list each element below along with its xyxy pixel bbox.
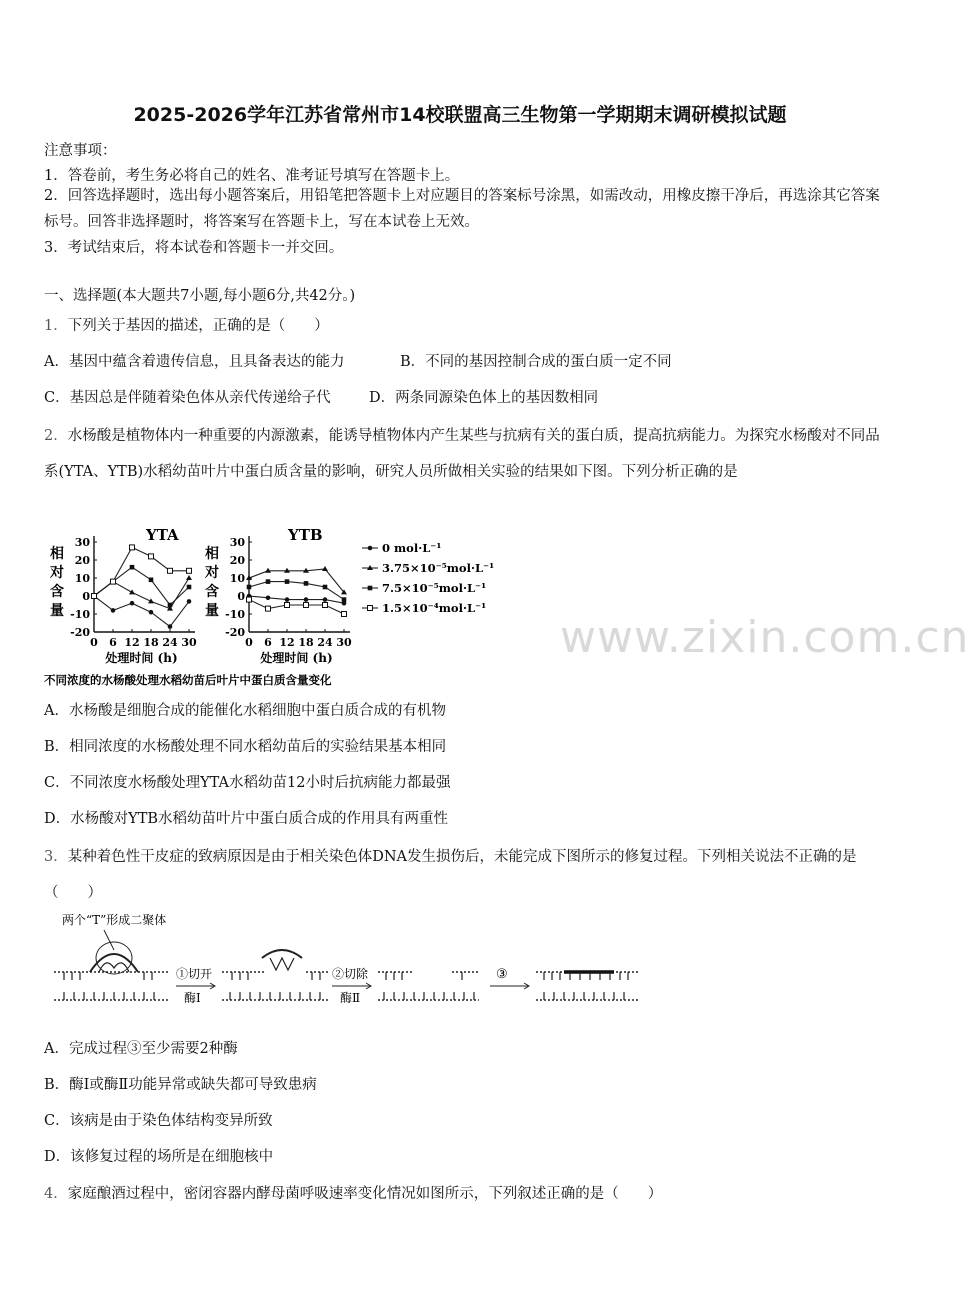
data-point (285, 597, 290, 602)
question-1 (44, 314, 329, 335)
data-point (304, 597, 309, 602)
x-tick-label: 6 (109, 636, 117, 649)
data-point (285, 603, 290, 608)
data-point (168, 624, 173, 629)
x-tick-label: 30 (181, 636, 197, 649)
data-point (247, 597, 252, 602)
question-stem: 下列关于基因的描述，正确的是（ ） (67, 318, 329, 334)
question-number: 4． (44, 1186, 68, 1202)
dimer-label: 两个“T”形成二聚体 (62, 913, 167, 927)
legend-label: 0 mol·L⁻¹ (382, 541, 442, 555)
arrow-step-2 (332, 966, 371, 1005)
data-point (149, 554, 154, 559)
q2-option-c: C．不同浓度水杨酸处理YTA水稻幼苗12小时后抗病能力都最强 (44, 775, 451, 791)
legend-marker (368, 546, 373, 551)
data-point (342, 612, 347, 617)
y-tick-label: -10 (70, 608, 90, 621)
data-point (323, 585, 328, 590)
dna-repair-diagram (44, 906, 644, 1014)
q3-option-a: A．完成过程③至少需要2种酶 (44, 1041, 238, 1057)
data-point (168, 568, 173, 573)
series-line (94, 578, 189, 609)
q1-option-d: D．两条同源染色体上的基因数相同 (369, 390, 599, 406)
series-line (249, 596, 344, 603)
q2-option-a: A．水杨酸是细胞合成的能催化水稻细胞中蛋白质合成的有机物 (44, 703, 446, 719)
enzyme-1-label: 酶Ⅰ (184, 991, 201, 1005)
chart-title: YTB (288, 526, 323, 544)
x-tick-label: 12 (124, 636, 140, 649)
arrow-step-3 (490, 967, 529, 989)
step-3-label: ③ (496, 967, 508, 982)
data-point (266, 596, 271, 601)
question-number: 3． (44, 849, 68, 865)
y-tick-label: 0 (237, 590, 245, 603)
x-tick-label: 0 (90, 636, 98, 649)
data-point (129, 589, 135, 594)
question-4 (44, 1182, 662, 1203)
data-point (304, 603, 309, 608)
series-line (249, 600, 344, 614)
y-tick-label: 0 (82, 590, 90, 603)
question-stem: 家庭酿酒过程中，密闭容器内酵母菌呼吸速率变化情况如图所示，下列叙述正确的是（ ） (67, 1186, 663, 1202)
y-axis-label: 含 (50, 584, 64, 600)
x-tick-label: 6 (264, 636, 272, 649)
y-axis-label: 量 (205, 603, 219, 619)
data-point (266, 606, 271, 611)
step-1-label: ①切开 (176, 967, 213, 981)
x-tick-label: 24 (317, 636, 333, 649)
y-tick-label: 20 (229, 554, 245, 567)
data-point (304, 581, 309, 586)
x-axis-label: 处理时间 (h) (260, 651, 333, 665)
question-3 (44, 839, 880, 911)
y-tick-label: 30 (74, 536, 90, 549)
legend-label: 3.75×10⁻⁵mol·L⁻¹ (382, 561, 495, 575)
series-line (94, 547, 189, 596)
data-point (285, 579, 290, 584)
q3-option-d: D．该修复过程的场所是在细胞核中 (44, 1149, 274, 1165)
section-heading: 一、选择题(本大题共7小题,每小题6分,共42分。) (44, 288, 356, 304)
legend-marker (368, 586, 373, 591)
dimer-pointer (104, 930, 114, 950)
y-tick-label: 10 (74, 572, 90, 585)
arrow-step-1 (176, 966, 215, 1005)
chart-caption: 不同浓度的水杨酸处理水稻幼苗后叶片中蛋白质含量变化 (44, 673, 332, 687)
data-point (130, 601, 135, 606)
notice-item-2: 2．回答选择题时，选出每小题答案后，用铅笔把答题卡上对应题目的答案标号涂黑，如需改动，用橡皮擦干净后，再选涂其它答案标号。回答非选择题时，将答案写在答题卡上，写在本试卷上无效。 (44, 188, 880, 230)
y-tick-label: -20 (70, 626, 90, 639)
dna-stage-3 (378, 972, 479, 1000)
data-point (130, 565, 135, 570)
dna-stage-4 (536, 972, 639, 1000)
q3-option-b: B．酶Ⅰ或酶Ⅱ功能异常或缺失都可导致患病 (44, 1077, 317, 1093)
dna-stage-1 (54, 942, 169, 1000)
legend-marker (368, 606, 373, 611)
data-point (323, 597, 328, 602)
legend-label: 7.5×10⁻⁵mol·L⁻¹ (382, 581, 487, 595)
q2-option-b: B．相同浓度的水杨酸处理不同水稻幼苗后的实验结果基本相同 (44, 739, 447, 755)
data-point (187, 585, 192, 590)
series-line (249, 569, 344, 592)
data-point (322, 566, 328, 571)
x-tick-label: 0 (245, 636, 253, 649)
data-point (111, 608, 116, 613)
y-tick-label: -20 (225, 626, 245, 639)
chart-title: YTA (146, 526, 179, 544)
q1-option-b: B．不同的基因控制合成的蛋白质一定不同 (400, 354, 672, 370)
data-point (149, 578, 154, 583)
y-tick-label: 20 (74, 554, 90, 567)
legend-label: 1.5×10⁻⁴mol·L⁻¹ (382, 601, 487, 615)
x-tick-label: 18 (298, 636, 314, 649)
data-point (187, 568, 192, 573)
y-tick-label: 30 (229, 536, 245, 549)
y-axis-label: 量 (50, 603, 64, 619)
protein-content-charts (44, 524, 514, 689)
x-tick-label: 18 (143, 636, 159, 649)
data-point (186, 575, 192, 580)
q2-option-d: D．水杨酸对YTB水稻幼苗叶片中蛋白质合成的作用具有两重性 (44, 811, 449, 827)
question-number: 1． (44, 318, 68, 334)
data-point (187, 599, 192, 604)
notice-item-1: 1．答卷前，考生务必将自己的姓名、准考证号填写在答题卡上。 (44, 168, 460, 184)
y-axis-label: 相 (205, 546, 219, 562)
question-stem: 水杨酸是植物体内一种重要的内源激素，能诱导植物体内产生某些与抗病有关的蛋白质，提高抗病能力。为探究水杨酸对不同品系(YTA、YTB)水稻幼苗叶片中蛋白质含量的影响，研究人员所做相关实验的结果如下图。下列分析正确的是 (44, 428, 880, 480)
step-2-label: ②切除 (332, 967, 369, 981)
y-axis-label: 相 (50, 546, 64, 562)
data-point (130, 545, 135, 550)
q1-option-c: C．基因总是伴随着染色体从亲代传递给子代 (44, 390, 331, 406)
y-tick-label: -10 (225, 608, 245, 621)
data-point (247, 585, 252, 590)
y-axis-label: 对 (205, 565, 219, 581)
q3-option-c: C．该病是由于染色体结构变异所致 (44, 1113, 273, 1129)
page-title: 2025-2026学年江苏省常州市14校联盟高三生物第一学期期末调研模拟试题 (133, 104, 787, 126)
x-axis-label: 处理时间 (h) (105, 651, 178, 665)
y-axis-label: 含 (205, 584, 219, 600)
data-point (111, 579, 116, 584)
x-tick-label: 30 (336, 636, 352, 649)
watermark: www.zixin.com.cn (560, 612, 969, 663)
y-axis-label: 对 (50, 565, 64, 581)
notice-heading: 注意事项： (44, 143, 117, 159)
x-tick-label: 24 (162, 636, 178, 649)
data-point (92, 594, 97, 599)
dna-stage-2 (222, 950, 329, 1000)
data-point (266, 579, 271, 584)
data-point (342, 597, 347, 602)
data-point (149, 610, 154, 615)
data-point (168, 603, 173, 608)
x-tick-label: 12 (279, 636, 295, 649)
series-line (94, 567, 189, 605)
y-tick-label: 10 (229, 572, 245, 585)
question-number: 2． (44, 428, 68, 444)
question-stem: 某种着色性干皮症的致病原因是由于相关染色体DNA发生损伤后，未能完成下图所示的修复过程。下列相关说法不正确的是（ ） (44, 849, 857, 901)
q1-option-a: A．基因中蕴含着遗传信息，且具备表达的能力 (44, 354, 345, 370)
enzyme-2-label: 酶Ⅱ (340, 991, 361, 1005)
question-2 (44, 418, 880, 490)
data-point (323, 603, 328, 608)
notice-item-3: 3．考试结束后，将本试卷和答题卡一并交回。 (44, 240, 344, 256)
